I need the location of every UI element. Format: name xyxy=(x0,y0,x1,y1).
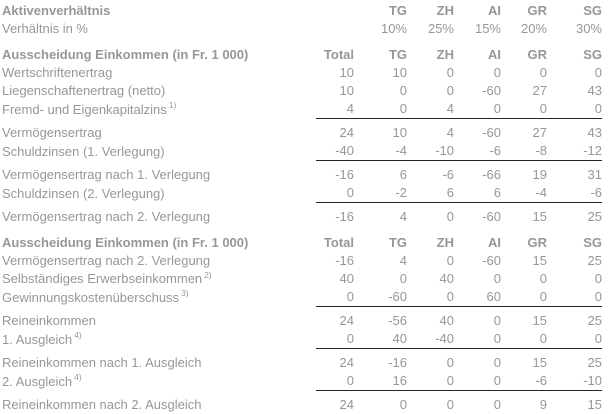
cell-tg: -16 xyxy=(354,349,407,373)
table-row xyxy=(2,64,602,82)
cell-ai: -60 xyxy=(454,82,501,100)
table-row xyxy=(2,372,602,391)
cell-zh: 0 xyxy=(407,372,454,391)
cell-zh: ZH xyxy=(407,2,454,20)
cell-ai: 60 xyxy=(454,288,501,307)
cell-sg: 0 xyxy=(547,270,602,288)
cell-gr: GR xyxy=(501,226,547,252)
table-row xyxy=(2,391,602,414)
table-row xyxy=(2,38,602,64)
cell-gr: 0 xyxy=(501,330,547,349)
cell-sg: -12 xyxy=(547,142,602,161)
cell-total: 0 xyxy=(316,330,354,349)
cell-gr: 0 xyxy=(501,100,547,119)
cell-ai: -6 xyxy=(454,142,501,161)
cell-ai: 0 xyxy=(454,307,501,331)
cell-zh: 0 xyxy=(407,64,454,82)
footnote-marker: 4) xyxy=(74,330,82,340)
cell-total: 24 xyxy=(316,391,354,414)
cell-zh: 40 xyxy=(407,270,454,288)
table-row xyxy=(2,119,602,143)
cell-tg: -4 xyxy=(354,142,407,161)
cell-tg: 6 xyxy=(354,161,407,185)
cell-zh: -10 xyxy=(407,142,454,161)
cell-zh: -40 xyxy=(407,330,454,349)
cell-zh: 0 xyxy=(407,391,454,414)
table-row xyxy=(2,226,602,252)
cell-gr: -4 xyxy=(501,184,547,203)
cell-tg: 10 xyxy=(354,119,407,143)
cell-gr: 0 xyxy=(501,64,547,82)
cell-tg: 10% xyxy=(354,20,407,38)
cell-tg: -2 xyxy=(354,184,407,203)
cell-ai: -60 xyxy=(454,203,501,227)
cell-tg: -60 xyxy=(354,288,407,307)
cell-total: 10 xyxy=(316,82,354,100)
cell-total: Total xyxy=(316,38,354,64)
cell-total: 40 xyxy=(316,270,354,288)
table-body xyxy=(2,2,602,414)
table-row xyxy=(2,330,602,349)
cell-sg: 0 xyxy=(547,288,602,307)
cell-total: 0 xyxy=(316,288,354,307)
row-label: Reineinkommen nach 1. Ausgleich xyxy=(2,349,316,373)
cell-sg: -10 xyxy=(547,372,602,391)
cell-zh: ZH xyxy=(407,38,454,64)
cell-total: -16 xyxy=(316,161,354,185)
cell-total: 24 xyxy=(316,307,354,331)
cell-tg: 4 xyxy=(354,203,407,227)
cell-ai: 0 xyxy=(454,100,501,119)
row-label: Aktivenverhältnis xyxy=(2,2,316,20)
allocation-table xyxy=(2,2,602,414)
cell-zh: 6 xyxy=(407,184,454,203)
cell-gr: 15 xyxy=(501,203,547,227)
cell-ai: 0 xyxy=(454,64,501,82)
cell-ai: AI xyxy=(454,226,501,252)
row-label: Ausscheidung Einkommen (in Fr. 1 000) xyxy=(2,226,316,252)
table-row xyxy=(2,142,602,161)
cell-sg: SG xyxy=(547,226,602,252)
cell-tg: 0 xyxy=(354,100,407,119)
cell-sg: 25 xyxy=(547,203,602,227)
footnote-marker: 1) xyxy=(169,100,177,110)
cell-gr: 19 xyxy=(501,161,547,185)
cell-gr: -6 xyxy=(501,372,547,391)
cell-total: 0 xyxy=(316,184,354,203)
cell-zh: 4 xyxy=(407,119,454,143)
cell-tg: 10 xyxy=(354,64,407,82)
table-row xyxy=(2,2,602,20)
cell-gr: 20% xyxy=(501,20,547,38)
cell-ai: 0 xyxy=(454,270,501,288)
cell-gr: 27 xyxy=(501,119,547,143)
table-row xyxy=(2,270,602,288)
row-label: Selbständiges Erwerbseinkommen $^{2)}$ xyxy=(2,270,316,288)
cell-ai: 0 xyxy=(454,372,501,391)
row-label: 1. Ausgleich $^{4)}$ xyxy=(2,330,316,349)
footnote-marker: 2) xyxy=(204,270,212,280)
cell-zh: 25% xyxy=(407,20,454,38)
table-row xyxy=(2,203,602,227)
cell-gr: 15 xyxy=(501,252,547,270)
cell-ai: 0 xyxy=(454,349,501,373)
cell-total xyxy=(316,2,354,20)
cell-zh: 0 xyxy=(407,203,454,227)
cell-ai: 15% xyxy=(454,20,501,38)
cell-gr: GR xyxy=(501,2,547,20)
cell-sg: 15 xyxy=(547,391,602,414)
cell-zh: 0 xyxy=(407,82,454,100)
row-label: Gewinnungskostenüberschuss $^{3)}$ xyxy=(2,288,316,307)
footnote-marker: 4) xyxy=(74,372,82,382)
cell-tg: 0 xyxy=(354,82,407,100)
cell-sg: -6 xyxy=(547,184,602,203)
cell-sg: 0 xyxy=(547,330,602,349)
cell-sg: 25 xyxy=(547,252,602,270)
cell-total: 10 xyxy=(316,64,354,82)
cell-sg: SG xyxy=(547,38,602,64)
cell-sg: 43 xyxy=(547,119,602,143)
cell-tg: 40 xyxy=(354,330,407,349)
table-row xyxy=(2,82,602,100)
row-label: Vermögensertrag nach 2. Verlegung xyxy=(2,252,316,270)
cell-sg: 25 xyxy=(547,307,602,331)
cell-total: 4 xyxy=(316,100,354,119)
cell-gr: -8 xyxy=(501,142,547,161)
cell-sg: 0 xyxy=(547,100,602,119)
cell-ai: 0 xyxy=(454,391,501,414)
cell-sg: 25 xyxy=(547,349,602,373)
cell-total: -40 xyxy=(316,142,354,161)
cell-ai: 0 xyxy=(454,330,501,349)
cell-gr: 27 xyxy=(501,82,547,100)
cell-tg: 0 xyxy=(354,391,407,414)
cell-tg: TG xyxy=(354,38,407,64)
cell-gr: 15 xyxy=(501,349,547,373)
row-label: Reineinkommen nach 2. Ausgleich xyxy=(2,391,316,414)
cell-tg: -56 xyxy=(354,307,407,331)
table-row xyxy=(2,184,602,203)
cell-total: -16 xyxy=(316,203,354,227)
row-label: Verhältnis in % xyxy=(2,20,316,38)
cell-gr: 9 xyxy=(501,391,547,414)
cell-zh: 0 xyxy=(407,288,454,307)
table-row xyxy=(2,100,602,119)
row-label: Liegenschaftenertrag (netto) xyxy=(2,82,316,100)
cell-tg: 16 xyxy=(354,372,407,391)
cell-tg: TG xyxy=(354,2,407,20)
row-label: Fremd- und Eigenkapitalzins $^{1)}$ xyxy=(2,100,316,119)
footnote-marker: 3) xyxy=(181,288,189,298)
cell-gr: GR xyxy=(501,38,547,64)
table-row xyxy=(2,20,602,38)
row-label: Reineinkommen xyxy=(2,307,316,331)
table-row xyxy=(2,161,602,185)
row-label: Schuldzinsen (1. Verlegung) xyxy=(2,142,316,161)
cell-total xyxy=(316,20,354,38)
cell-zh: 4 xyxy=(407,100,454,119)
table-row xyxy=(2,288,602,307)
cell-zh: 0 xyxy=(407,349,454,373)
table-row xyxy=(2,349,602,373)
cell-zh: 40 xyxy=(407,307,454,331)
cell-sg: 43 xyxy=(547,82,602,100)
cell-zh: ZH xyxy=(407,226,454,252)
cell-tg: 0 xyxy=(354,270,407,288)
cell-gr: 0 xyxy=(501,288,547,307)
table-row xyxy=(2,252,602,270)
table-row xyxy=(2,307,602,331)
cell-sg: 30% xyxy=(547,20,602,38)
cell-ai: -60 xyxy=(454,252,501,270)
cell-gr: 15 xyxy=(501,307,547,331)
row-label: Vermögensertrag xyxy=(2,119,316,143)
cell-tg: TG xyxy=(354,226,407,252)
cell-sg: SG xyxy=(547,2,602,20)
row-label: Schuldzinsen (2. Verlegung) xyxy=(2,184,316,203)
cell-ai: -66 xyxy=(454,161,501,185)
cell-ai: -60 xyxy=(454,119,501,143)
cell-zh: 0 xyxy=(407,252,454,270)
cell-ai: AI xyxy=(454,38,501,64)
cell-gr: 0 xyxy=(501,270,547,288)
cell-total: Total xyxy=(316,226,354,252)
cell-tg: 4 xyxy=(354,252,407,270)
cell-total: 24 xyxy=(316,119,354,143)
cell-total: -16 xyxy=(316,252,354,270)
row-label: 2. Ausgleich $^{4)}$ xyxy=(2,372,316,391)
cell-sg: 0 xyxy=(547,64,602,82)
cell-zh: -6 xyxy=(407,161,454,185)
cell-sg: 31 xyxy=(547,161,602,185)
row-label: Ausscheidung Einkommen (in Fr. 1 000) xyxy=(2,38,316,64)
row-label: Wertschriftenertrag xyxy=(2,64,316,82)
row-label: Vermögensertrag nach 1. Verlegung xyxy=(2,161,316,185)
row-label: Vermögensertrag nach 2. Verlegung xyxy=(2,203,316,227)
cell-total: 24 xyxy=(316,349,354,373)
cell-ai: 6 xyxy=(454,184,501,203)
cell-ai: AI xyxy=(454,2,501,20)
cell-total: 0 xyxy=(316,372,354,391)
